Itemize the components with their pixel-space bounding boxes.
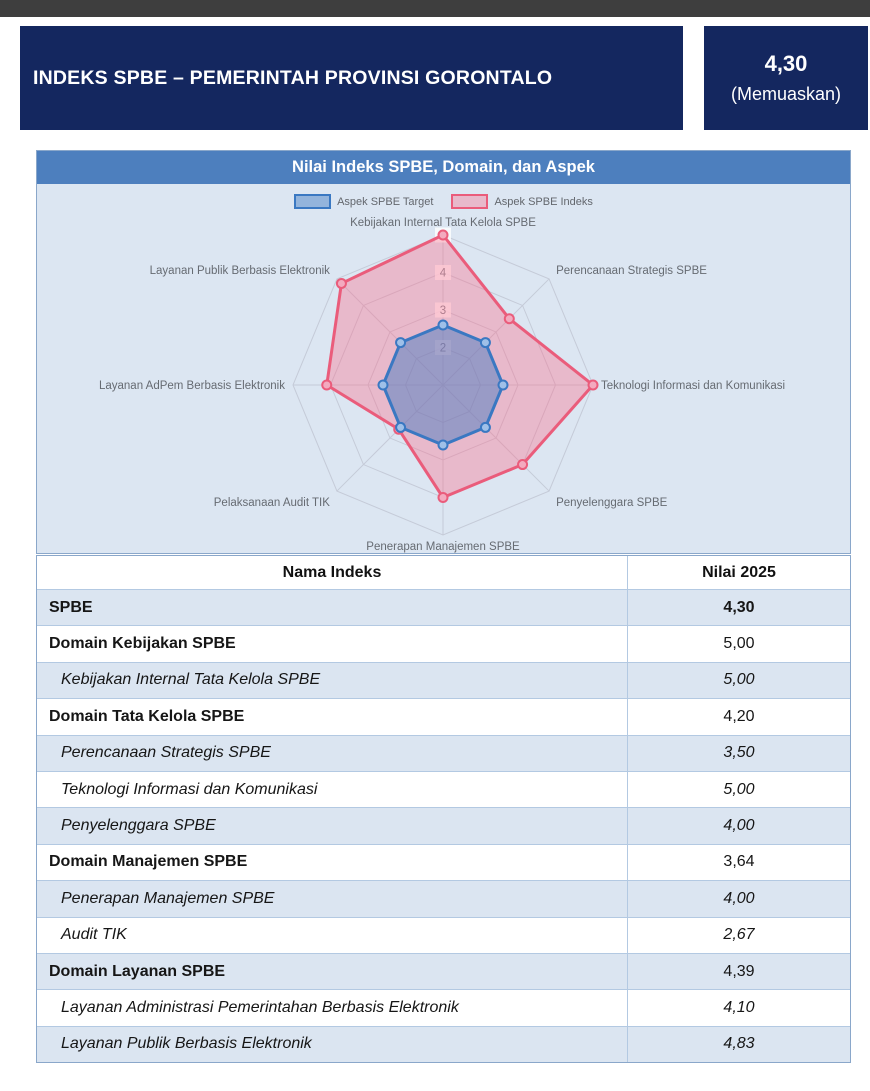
table-row [37,589,850,625]
column-header-name: Nama Indeks [37,556,628,589]
index-value-cell: 2,67 [723,926,755,944]
score-value: 4,30 [764,51,808,76]
table-row [37,662,850,698]
legend-label-indeks: Aspek SPBE Indeks [494,195,593,208]
column-header-value: Nilai 2025 [702,563,776,581]
index-name-cell: Penyelenggara SPBE [37,808,628,843]
index-value-cell: 4,30 [723,598,755,616]
index-name-cell: Domain Tata Kelola SPBE [37,699,628,734]
legend-item-indeks[interactable] [451,194,592,209]
chart-legend [37,194,850,209]
table-row [37,953,850,989]
index-name-cell: Teknologi Informasi dan Komunikasi [37,772,628,807]
axis-label: Kebijakan Internal Tata Kelola SPBE [350,217,536,229]
axis-label: Layanan AdPem Berbasis Elektronik [98,380,285,392]
index-value-cell: 4,00 [723,817,755,835]
index-name-cell: SPBE [37,590,628,625]
index-value-cell: 4,39 [723,962,755,980]
index-name-cell: Perencanaan Strategis SPBE [37,736,628,771]
index-name-cell: Penerapan Manajemen SPBE [37,881,628,916]
table-row [37,698,850,734]
legend-swatch-target [294,194,331,209]
table-row [37,1026,850,1062]
axis-label: Teknologi Informasi dan Komunikasi [601,380,786,392]
index-name-cell: Kebijakan Internal Tata Kelola SPBE [37,663,628,698]
table-row [37,625,850,661]
index-value-cell: 5,00 [723,635,755,653]
index-name-cell: Domain Manajemen SPBE [37,845,628,880]
axis-label: Penyelenggara SPBE [556,497,668,510]
axis-label: Layanan Publik Berbasis Elektronik [149,264,330,277]
index-name-cell: Domain Kebijakan SPBE [37,626,628,661]
index-name-cell: Audit TIK [37,918,628,953]
index-value-cell: 4,10 [723,998,755,1016]
axis-label: Pelaksanaan Audit TIK [213,497,330,510]
legend-item-target[interactable] [294,194,433,209]
index-value-cell: 5,00 [723,780,755,798]
table-row [37,844,850,880]
legend-swatch-indeks [451,194,488,209]
table-row [37,917,850,953]
index-name-cell: Domain Layanan SPBE [37,954,628,989]
index-value-cell: 3,64 [723,853,755,871]
axis-label: Perencanaan Strategis SPBE [556,264,707,277]
index-name-cell: Layanan Publik Berbasis Elektronik [37,1027,628,1062]
table-row [37,735,850,771]
page-title: INDEKS SPBE – PEMERINTAH PROVINSI GORONTALO [33,66,553,89]
legend-label-target: Aspek SPBE Target [337,195,434,208]
table-row [37,989,850,1025]
index-value-cell: 5,00 [723,671,755,689]
table-header-row [37,556,850,589]
score-badge [704,26,868,130]
score-category: (Memuaskan) [730,84,842,104]
top-dark-bar [0,0,870,17]
table-row [37,880,850,916]
index-value-cell: 4,20 [723,707,755,725]
table-body [37,589,850,1062]
index-table [36,555,851,1063]
index-value-cell: 4,83 [723,1035,755,1053]
radar-chart-area [37,184,850,553]
index-name-cell: Layanan Administrasi Pemerintahan Berbasis Elektronik [37,990,628,1025]
index-value-cell: 3,50 [723,744,755,762]
report-header [20,26,683,130]
chart-panel [36,150,851,554]
axis-label: Penerapan Manajemen SPBE [366,541,520,553]
table-row [37,771,850,807]
index-value-cell: 4,00 [723,889,755,907]
chart-panel-title: Nilai Indeks SPBE, Domain, dan Aspek [37,151,850,184]
table-row [37,807,850,843]
radar-chart [37,184,850,553]
